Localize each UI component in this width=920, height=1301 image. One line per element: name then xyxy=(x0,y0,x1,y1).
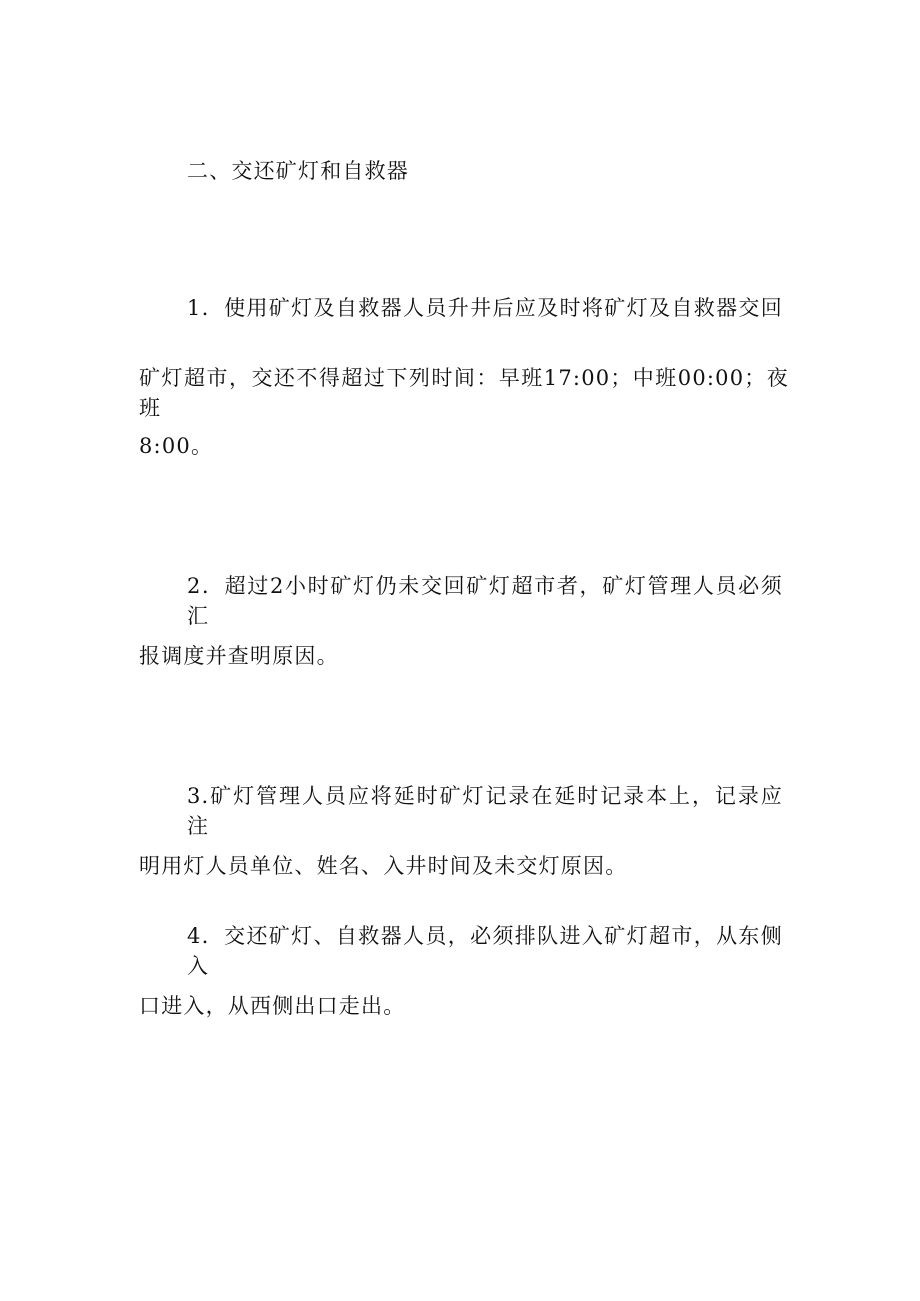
item-1-line-3: 8:00。 xyxy=(139,434,214,458)
item-2-line-2: 报调度并查明原因。 xyxy=(139,644,339,668)
section-heading: 二、交还矿灯和自救器 xyxy=(187,159,409,183)
item-1-line-1: 1．使用矿灯及自救器人员升井后应及时将矿灯及自救器交回 xyxy=(187,296,783,320)
item-4-line-1: 4．交还矿灯、自救器人员，必须排队进入矿灯超市，从东侧入 xyxy=(187,924,783,978)
item-4-line-2: 口进入，从西侧出口走出。 xyxy=(139,994,406,1018)
item-3-line-1: 3.矿灯管理人员应将延时矿灯记录在延时记录本上，记录应注 xyxy=(187,784,783,838)
item-1-line-2: 矿灯超市，交还不得超过下列时间：早班17:00；中班00:00；夜班 xyxy=(139,366,789,420)
item-3-line-2: 明用灯人员单位、姓名、入井时间及未交灯原因。 xyxy=(139,854,628,878)
item-2-line-1: 2．超过2小时矿灯仍未交回矿灯超市者，矿灯管理人员必须汇 xyxy=(187,574,783,628)
